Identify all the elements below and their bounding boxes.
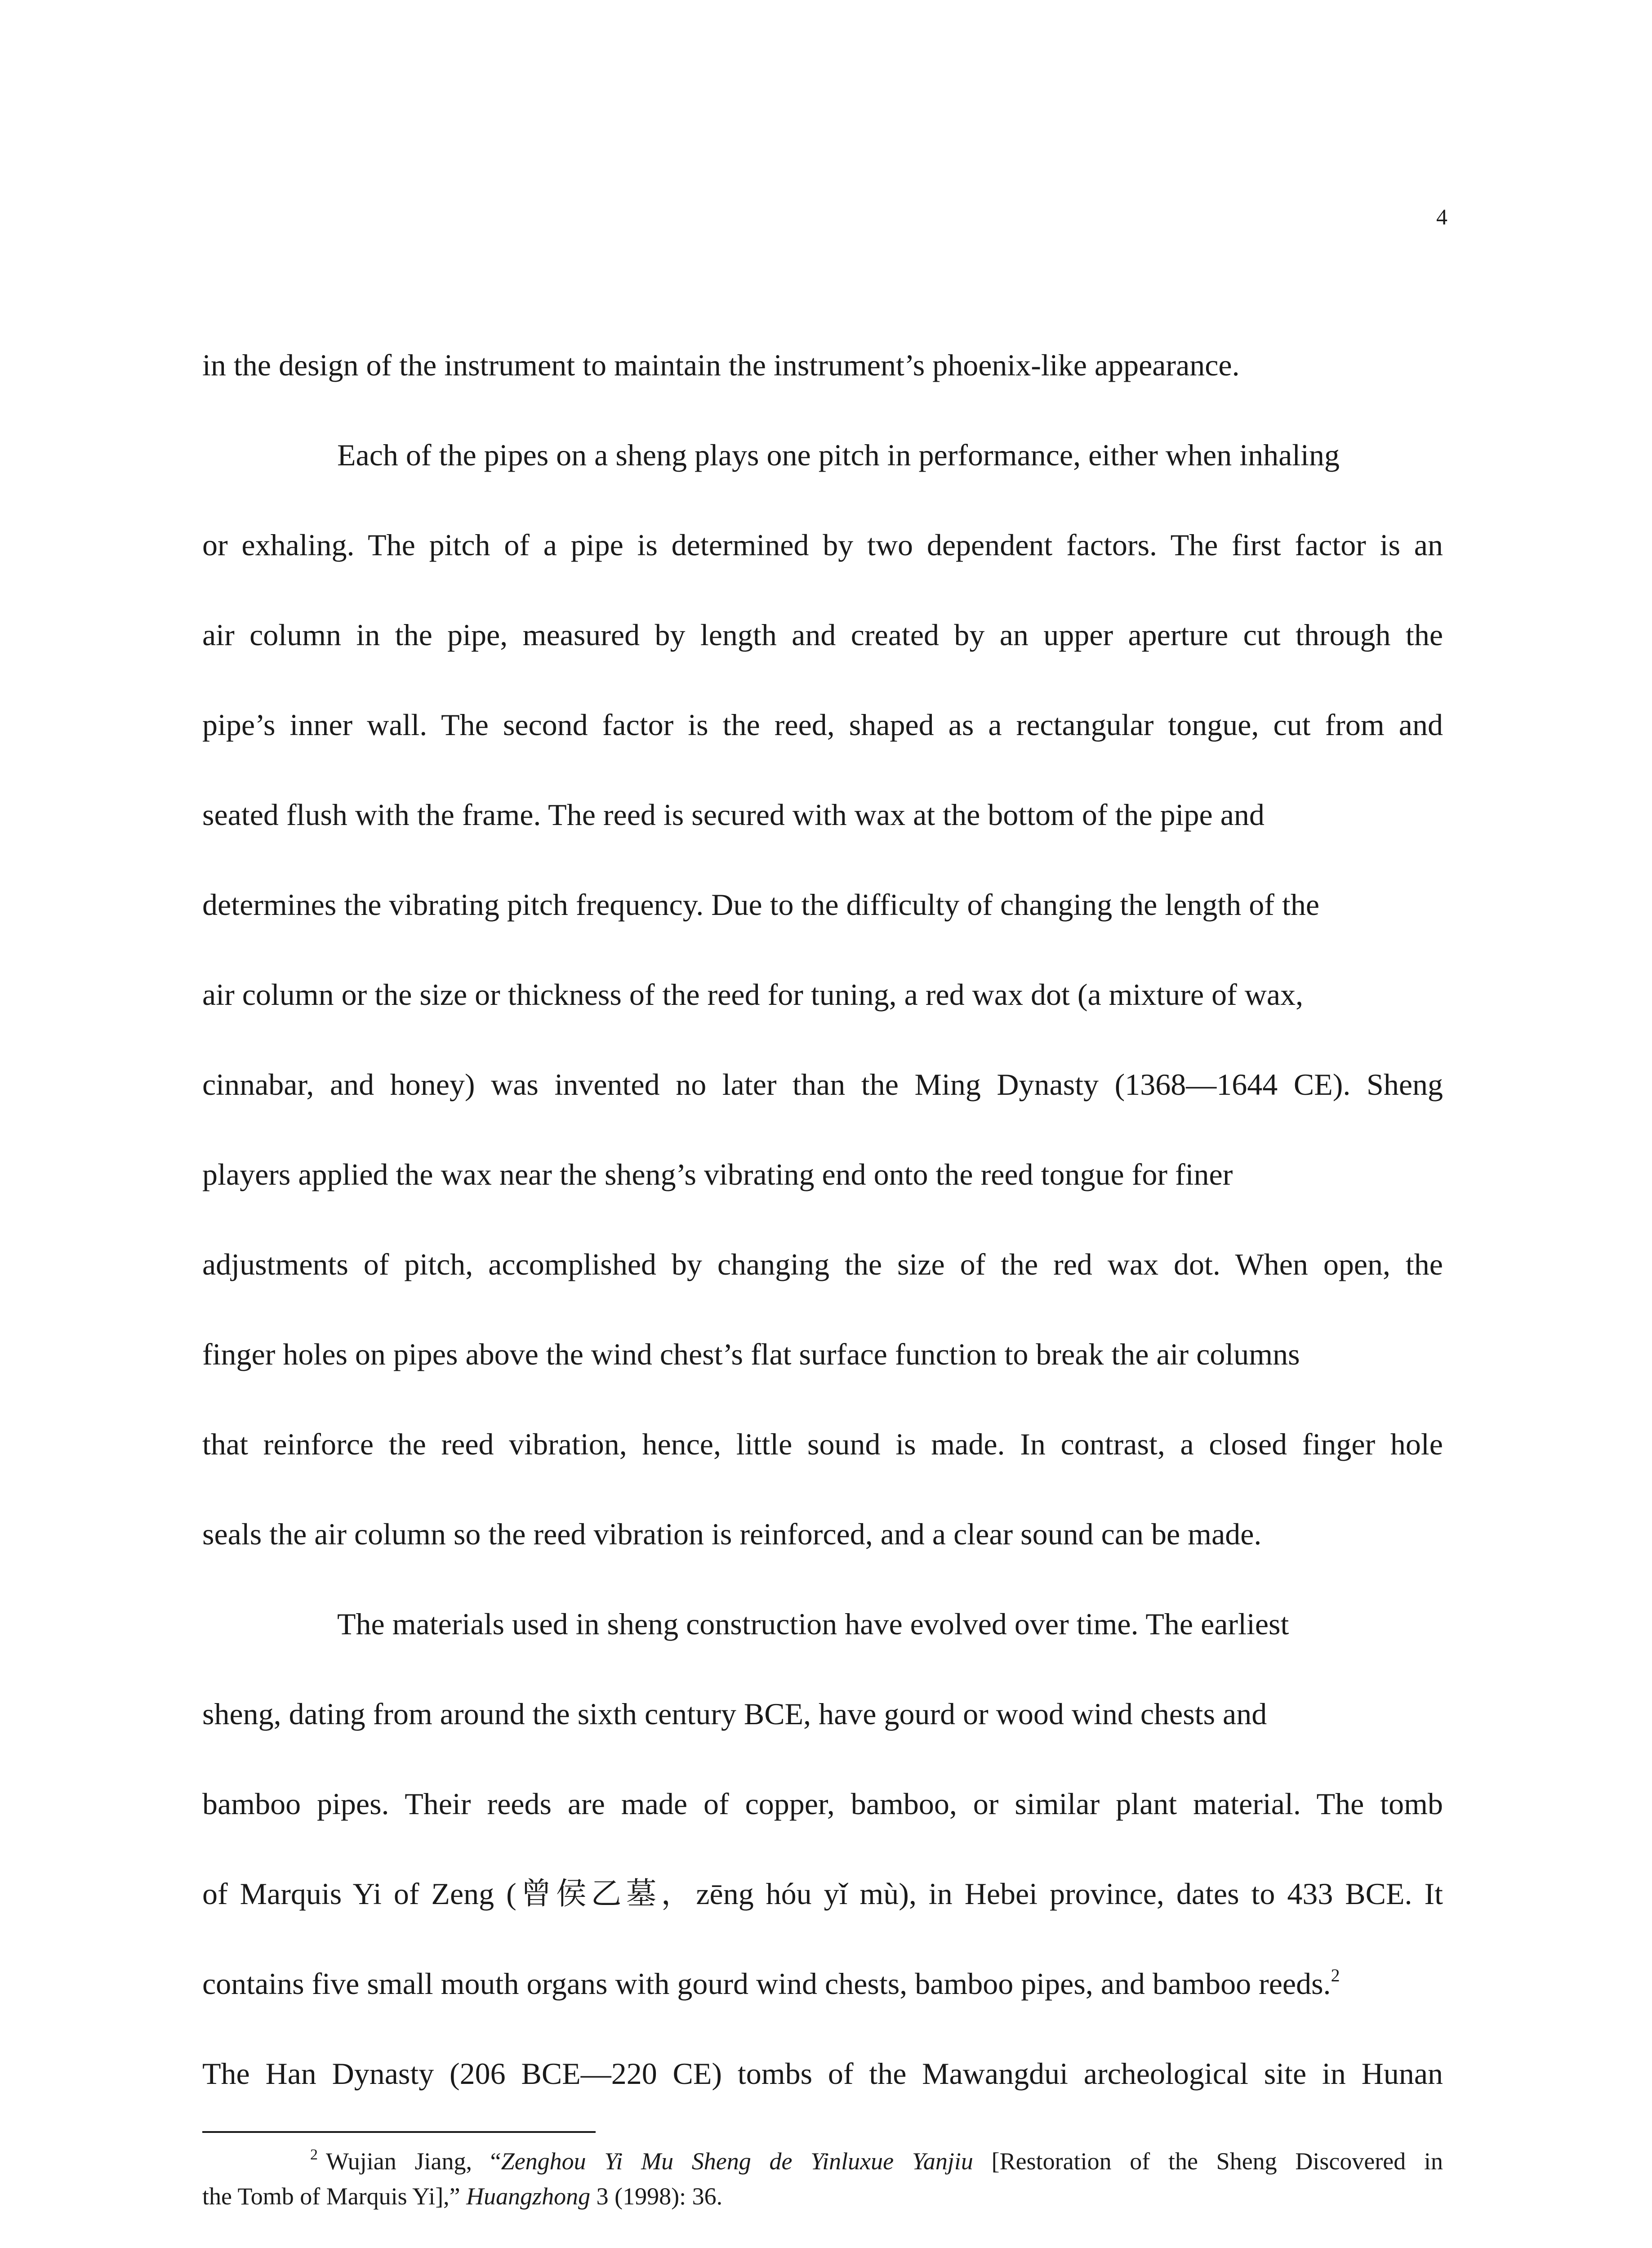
text-line: adjustments of pitch, accomplished by changing the size of the red wax dot. When open, the bbox=[202, 1247, 1443, 1281]
text-line: determines the vibrating pitch frequency. Due to the difficulty of changing the length of the bbox=[202, 888, 1320, 922]
text-line: bamboo pipes. Their reeds are made of copper, bamboo, or similar plant material. The tomb bbox=[202, 1787, 1443, 1821]
text-line: air column or the size or thickness of the reed for tuning, a red wax dot (a mixture of wax, bbox=[202, 977, 1304, 1012]
text-line: or exhaling. The pitch of a pipe is determined by two dependent factors. The first factor is an bbox=[202, 528, 1443, 562]
footnote-text: [Restoration of the Sheng Discovered in bbox=[973, 2148, 1443, 2175]
body-text bbox=[202, 320, 1443, 2119]
footnote-text: the Tomb of Marquis Yi],” bbox=[202, 2183, 467, 2210]
paragraph-start-line: The materials used in sheng construction have evolved over time. The earliest bbox=[337, 1607, 1289, 1641]
footnote-line bbox=[202, 2144, 1443, 2179]
text-line: that reinforce the reed vibration, hence, little sound is made. In contrast, a closed finger hole bbox=[202, 1427, 1443, 1461]
page-number: 4 bbox=[1436, 204, 1447, 229]
text-line: The Han Dynasty (206 BCE—220 CE) tombs of the Mawangdui archeological site in Hunan bbox=[202, 2056, 1443, 2091]
text-line: seals the air column so the reed vibration is reinforced, and a clear sound can be made. bbox=[202, 1517, 1262, 1551]
footnote-article-title: Zenghou Yi Mu Sheng de Yinluxue Yanjiu bbox=[501, 2148, 973, 2175]
text-line: sheng, dating from around the sixth century BCE, have gourd or wood wind chests and bbox=[202, 1697, 1267, 1731]
footnote-separator bbox=[202, 2131, 596, 2133]
footnote-author: Wujian Jiang, “ bbox=[326, 2148, 501, 2175]
text-line-content: contains five small mouth organs with gourd wind chests, bamboo pipes, and bamboo reeds. bbox=[202, 1967, 1331, 2001]
text-line-with-footnote-ref bbox=[202, 1939, 1443, 2029]
text-line: of Marquis Yi of Zeng (曾侯乙墓，zēng hóu yǐ mù), in Hebei province, dates to 433 BCE. It bbox=[202, 1877, 1443, 1911]
footnote-line bbox=[202, 2179, 1443, 2214]
text-line: seated flush with the frame. The reed is secured with wax at the bottom of the pipe and bbox=[202, 798, 1265, 832]
text-line: pipe’s inner wall. The second factor is the reed, shaped as a rectangular tongue, cut from and bbox=[202, 708, 1443, 742]
text-line: air column in the pipe, measured by length and created by an upper aperture cut through the bbox=[202, 618, 1443, 652]
text-line: players applied the wax near the sheng’s vibrating end onto the reed tongue for finer bbox=[202, 1157, 1233, 1191]
footnote-text: 3 (1998): 36. bbox=[590, 2183, 723, 2210]
text-line: in the design of the instrument to maintain the instrument’s phoenix-like appearance. bbox=[202, 348, 1240, 382]
footnote-reference[interactable]: 2 bbox=[1331, 1965, 1340, 1985]
text-line: finger holes on pipes above the wind chest’s flat surface function to break the air columns bbox=[202, 1337, 1300, 1371]
footnote-journal-title: Huangzhong bbox=[466, 2183, 591, 2210]
text-line: cinnabar, and honey) was invented no later than the Ming Dynasty (1368—1644 CE). Sheng bbox=[202, 1067, 1443, 1102]
footnote bbox=[202, 2144, 1443, 2214]
paragraph-start-line: Each of the pipes on a sheng plays one pitch in performance, either when inhaling bbox=[337, 438, 1340, 472]
footnote-mark: 2 bbox=[310, 2146, 318, 2163]
